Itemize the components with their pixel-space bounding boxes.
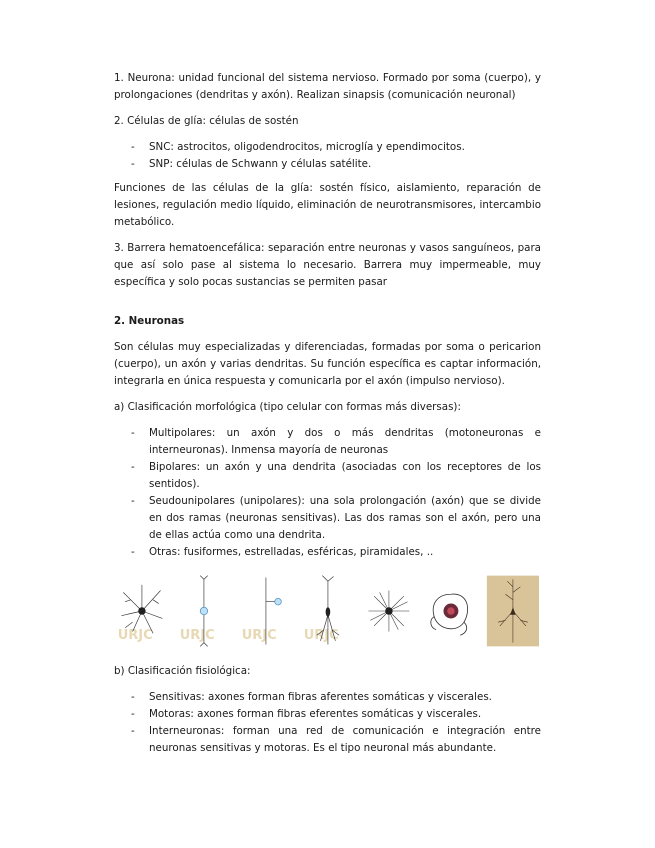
glia-list	[114, 139, 541, 173]
stellate-neuron-image	[361, 571, 417, 651]
neurons-intro: Son células muy especializadas y diferenciadas, formadas por soma o pericarion (cuerpo), un axón y varias dendritas. Su función específica es captar información, integrarla en única respuesta y comunicarla por el axón (impulso nervioso).	[114, 341, 541, 387]
list-item: - Motoras: axones forman fibras eferentes somáticas y viscerales.	[114, 706, 541, 723]
morph-list	[114, 425, 541, 561]
svg-text:URJC: URJC	[117, 627, 153, 643]
svg-text:URJC: URJC	[303, 627, 339, 643]
list-item: - Bipolares: un axón y una dendrita (asociadas con los receptores de los sentidos).	[114, 459, 541, 493]
document-page	[114, 70, 541, 764]
morph-classification-title: a) Clasificación morfológica (tipo celular con formas más diversas):	[114, 401, 461, 413]
multipolar-neuron-image	[114, 571, 170, 651]
spherical-neuron-image	[423, 571, 479, 651]
list-item: - SNP: células de Schwann y células satélite.	[114, 156, 541, 173]
list-item: - SNC: astrocitos, oligodendrocitos, microglía y ependimocitos.	[114, 139, 541, 156]
pyramidal-neuron-image	[485, 571, 541, 651]
glia-functions: Funciones de las células de la glía: sostén físico, aislamiento, reparación de lesiones, regulación medio líquido, eliminación de neurotransmisores, intercambio metabólico.	[114, 182, 541, 228]
list-item: - Multipolares: un axón y dos o más dendritas (motoneuronas e interneuronas). Inmensa mayoría de neuronas	[114, 425, 541, 459]
list-item: - Seudounipolares (unipolares): una sola prolongación (axón) que se divide en dos ramas (neuronas sensitivas). Las dos ramas son el axón, pero una de ellas actúa como una dendrita.	[114, 493, 541, 544]
neuron-types-figure	[114, 569, 541, 651]
neuron-definition: 1. Neurona: unidad funcional del sistema nervioso. Formado por soma (cuerpo), y prolongaciones (dendritas y axón). Realizan sinapsis (comunicación neuronal)	[114, 72, 541, 101]
blood-brain-barrier: 3. Barrera hematoencefálica: separación entre neuronas y vasos sanguíneos, para que así solo pase al sistema lo necesario. Barrera muy impermeable, muy específica y solo pocas sustancias se permiten pasar	[114, 242, 541, 288]
list-item: - Sensitivas: axones forman fibras aferentes somáticas y viscerales.	[114, 689, 541, 706]
svg-text:URJC: URJC	[241, 627, 277, 643]
list-item: - Interneuronas: forman una red de comunicación e integración entre neuronas sensitivas y motoras. Es el tipo neuronal más abundante.	[114, 723, 541, 757]
section-heading: 2. Neuronas	[114, 315, 185, 327]
pseudounipolar-neuron-image	[238, 571, 294, 651]
glia-title: 2. Células de glía: células de sostén	[114, 115, 299, 127]
svg-text:URJC: URJC	[179, 627, 215, 643]
phys-classification-title: b) Clasificación fisiológica:	[114, 665, 251, 677]
bipolar-neuron-image	[176, 571, 232, 651]
list-item: - Otras: fusiformes, estrelladas, esféricas, piramidales, ..	[114, 544, 541, 561]
phys-list	[114, 689, 541, 757]
fusiform-neuron-image	[300, 571, 356, 651]
